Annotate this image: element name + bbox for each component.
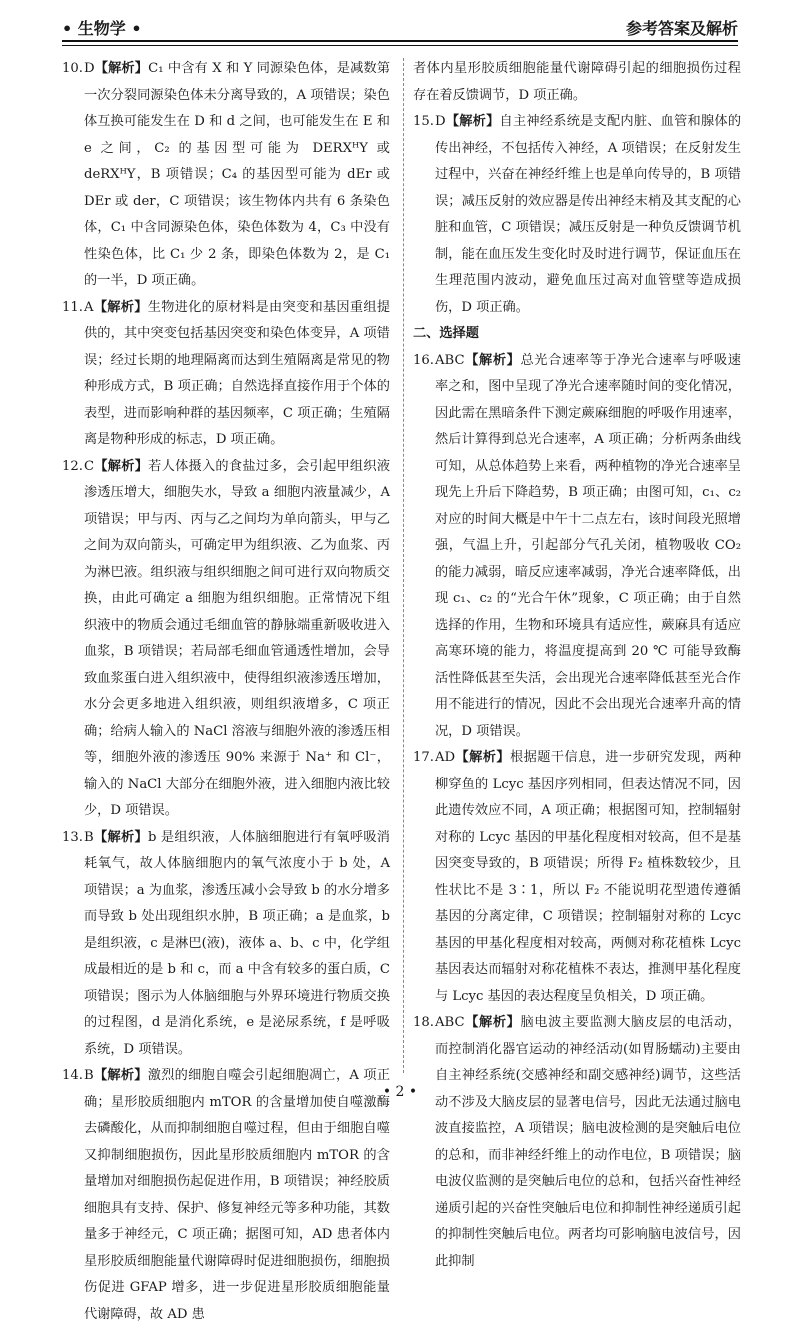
left-column (62, 56, 390, 1328)
question-number: 11. (62, 299, 83, 315)
analysis-tag: 【解析】 (445, 114, 500, 129)
analysis-tag: 【解析】 (455, 750, 510, 765)
page-header (62, 16, 738, 42)
answer-key: AD (435, 750, 456, 765)
answer-item (62, 295, 390, 454)
analysis-tag: 【解析】 (93, 1068, 148, 1083)
answer-key: ABC (435, 352, 465, 368)
answer-key: B (84, 1068, 94, 1083)
answer-item (62, 454, 390, 825)
answer-item (413, 109, 741, 321)
question-number: 18. (413, 1015, 434, 1030)
analysis-text: C₁ 中含有 X 和 Y 同源染色体，是减数第一次分裂同源染色体未分离导致的，A 项错误；染色体互换可能发生在 D 和 d 之间，也可能发生在 E 和 e 之间，C₂ 的基因型可能为 DERXᴴY 或 deRXᴴY，B 项错误；C₄ 的基因型可能为 dEr 或 DEr 或 der，C 项错误；该生物体内共有 6 条染色体，C₁ 中含同源染色体，染色体数为 4，C₃ 中没有性染色体，比 C₁ 少 2 条，即染色体数为 2，是 C₁ 的一半，D 项正确。 (84, 61, 391, 288)
analysis-text: 根据题干信息，进一步研究发现，两种柳穿鱼的 Lcyc 基因序列相同，但表达情况不同，因此遗传效应不同，A 项正确；根据图可知，控制辐射对称的 Lcyc 基因的甲基化程度相对较高，但不是基因突变导致的，B 项错误；所得 F₂ 植株数较少，且性状比不是 3∶1，所以 F₂ 不能说明花型遗传遵循基因的分离定律，C 项错误；控制辐射对称的 Lcyc 基因的甲基化程度相对较高，两侧对称花植株 Lcyc 基因表达而辐射对称花植株不表达，推测甲基化程度与 Lcyc 基因的表达程度呈负相关，D 项正确。 (435, 750, 742, 1004)
answer-item (62, 825, 390, 1064)
answer-item (413, 745, 741, 1010)
section-title: 参考答案及解析 (625, 19, 738, 38)
header-rule-thick (62, 40, 738, 42)
question-number: 14. (62, 1068, 83, 1083)
subject-label: • 生物学 • (62, 19, 142, 38)
analysis-text: 脑电波主要监测大脑皮层的电活动，而控制消化器官运动的神经活动(如胃肠蠕动)主要由自主神经系统(交感神经和副交感神经)调节，这些活动不涉及大脑皮层的显著电信号，因此无法通过脑电波直接监控，A 项错误；脑电波检测的是突触后电位的总和，而非神经纤维上的动作电位，B 项错误；脑电波仪监测的是突触后电位的总和，包括兴奋性神经递质引起的兴奋性突触后电位和抑制性神经递质引起的抑制性突触后电位。两者均可影响脑电波信号，因此抑制 (435, 1015, 741, 1269)
analysis-text: 总光合速率等于净光合速率与呼吸速率之和，图中呈现了净光合速率随时间的变化情况，因此需在黑暗条件下测定蕨麻细胞的呼吸作用速率，然后计算得到总光合速率，A 项正确；分析两条曲线可知，从总体趋势上来看，两种植物的净光合速率呈现先上升后下降趋势，B 项正确；由图可知，c₁、c₂ 对应的时间大概是中午十二点左右，该时间段光照增强，气温上升，引起部分气孔关闭，植物吸收 CO₂ 的能力减弱，暗反应速率减弱，净光合速率降低，出现 c₁、c₂ 的“光合午休”现象，C 项正确；由于自然选择的作用，生物和环境具有适应性，蕨麻具有适应高寒环境的能力，将温度提高到 20 ℃ 可能导致酶活性降低甚至失活，会出现光合速率降低甚至光合作用不能进行的情况，因此不会出现光合速率升高的情况，D 项错误。 (435, 352, 741, 739)
question-number: 12. (62, 458, 83, 474)
question-number: 13. (62, 829, 83, 845)
analysis-text: 者体内星形胶质细胞能量代谢障碍引起的细胞损伤过程存在着反馈调节，D 项正确。 (413, 61, 741, 103)
header-rule-thin (62, 45, 738, 46)
analysis-tag: 【解析】 (464, 1015, 521, 1030)
analysis-text: 若人体摄入的食盐过多，会引起甲组织液渗透压增大，细胞失水，导致 a 细胞内液量减少，A 项错误；甲与丙、丙与乙之间均为单向箭头，甲与乙之间为双向箭头，可确定甲为组织液、乙为血浆、丙为淋巴液。组织液与组织细胞之间可进行双向物质交换，由此可确定 a 细胞为组织细胞。正常情况下组织液中的物质会通过毛细血管的静脉端重新吸收进入血浆，B 项错误；若局部毛细血管通透性增加，会导致血浆蛋白进入组织液中，使得组织液渗透压增加，水分会更多地进入组织液，则组织液增多，C 项正确；给病人输入的 NaCl 溶液与细胞外液的渗透压相等，细胞外液的渗透压 90% 来源于 Na⁺ 和 Cl⁻，输入的 NaCl 大部分在细胞外液，进入细胞内液比较少，D 项错误。 (84, 458, 391, 818)
answer-key: C (84, 458, 95, 474)
answer-key: ABC (435, 1015, 465, 1030)
answer-item (62, 56, 390, 295)
page-number: • 2 • (382, 1084, 418, 1100)
question-number: 10. (62, 61, 83, 76)
section-heading: 二、选择题 (413, 326, 479, 341)
analysis-text: 自主神经系统是支配内脏、血管和腺体的传出神经，不包括传入神经，A 项错误；在反射发生过程中，兴奋在神经纤维上也是单向传导的，B 项错误；减压反射的效应器是传出神经末梢及其支配的心脏和血管，C 项错误；减压反射是一种负反馈调节机制，能在血压发生变化时及时进行调节，保证血压在生理范围内波动，避免血压过高对血管壁等造成损伤，D 项正确。 (435, 114, 742, 315)
answer-key: B (84, 829, 94, 845)
analysis-tag: 【解析】 (94, 61, 149, 76)
analysis-text: 生物进化的原材料是由突变和基因重组提供的，其中突变包括基因突变和染色体变异，A 项错误；经过长期的地理隔离而达到生殖隔离是常见的物种形成方式，B 项正确；自然选择直接作用于个体的表型，进而影响种群的基因频率，C 项正确；生殖隔离是物种形成的标志，D 项正确。 (84, 299, 391, 447)
analysis-tag: 【解析】 (94, 458, 149, 474)
analysis-tag: 【解析】 (93, 299, 148, 315)
analysis-text: 激烈的细胞自噬会引起细胞凋亡，A 项正确；星形胶质细胞内 mTOR 的含量增加使自噬激酶去磷酸化，从而抑制细胞自噬过程，但由于细胞自噬又抑制细胞损伤，因此星形胶质细胞内 mTOR 的含量增加对细胞损伤起促进作用，B 项错误；神经胶质细胞具有支持、保护、修复神经元等多种功能，其数量多于神经元，C 项正确；据图可知，AD 患者体内星形胶质细胞能量代谢障碍时促进细胞损伤，细胞损伤促进 GFAP 增多，进一步促进星形胶质细胞能量代谢障碍，故 AD 患 (84, 1068, 391, 1322)
answer-item (413, 1010, 741, 1275)
analysis-tag: 【解析】 (464, 352, 521, 368)
answer-item (62, 1063, 390, 1328)
question-number: 15. (413, 114, 434, 129)
answer-key: D (435, 114, 446, 129)
column-divider (403, 58, 404, 1073)
question-number: 17. (413, 750, 434, 765)
answer-item (413, 56, 741, 109)
question-number: 16. (413, 352, 434, 368)
analysis-text: b 是组织液，人体脑细胞进行有氧呼吸消耗氧气，故人体脑细胞内的氧气浓度小于 b 处，A 项错误；a 为血浆，渗透压减小会导致 b 的水分增多而导致 b 处出现组织水肿，B 项正确；a 是血浆，b 是组织液，c 是淋巴(液)，液体 a、b、c 中，化学组成最相近的是 b 和 c，而 a 中含有较多的蛋白质，C 项错误；图示为人体脑细胞与外界环境进行物质交换的过程图，d 是消化系统，e 是泌尿系统，f 是呼吸系统，D 项错误。 (84, 829, 390, 1057)
analysis-tag: 【解析】 (93, 829, 148, 845)
answer-key: D (84, 61, 95, 76)
answer-item (413, 348, 741, 746)
answer-key: A (84, 299, 94, 315)
